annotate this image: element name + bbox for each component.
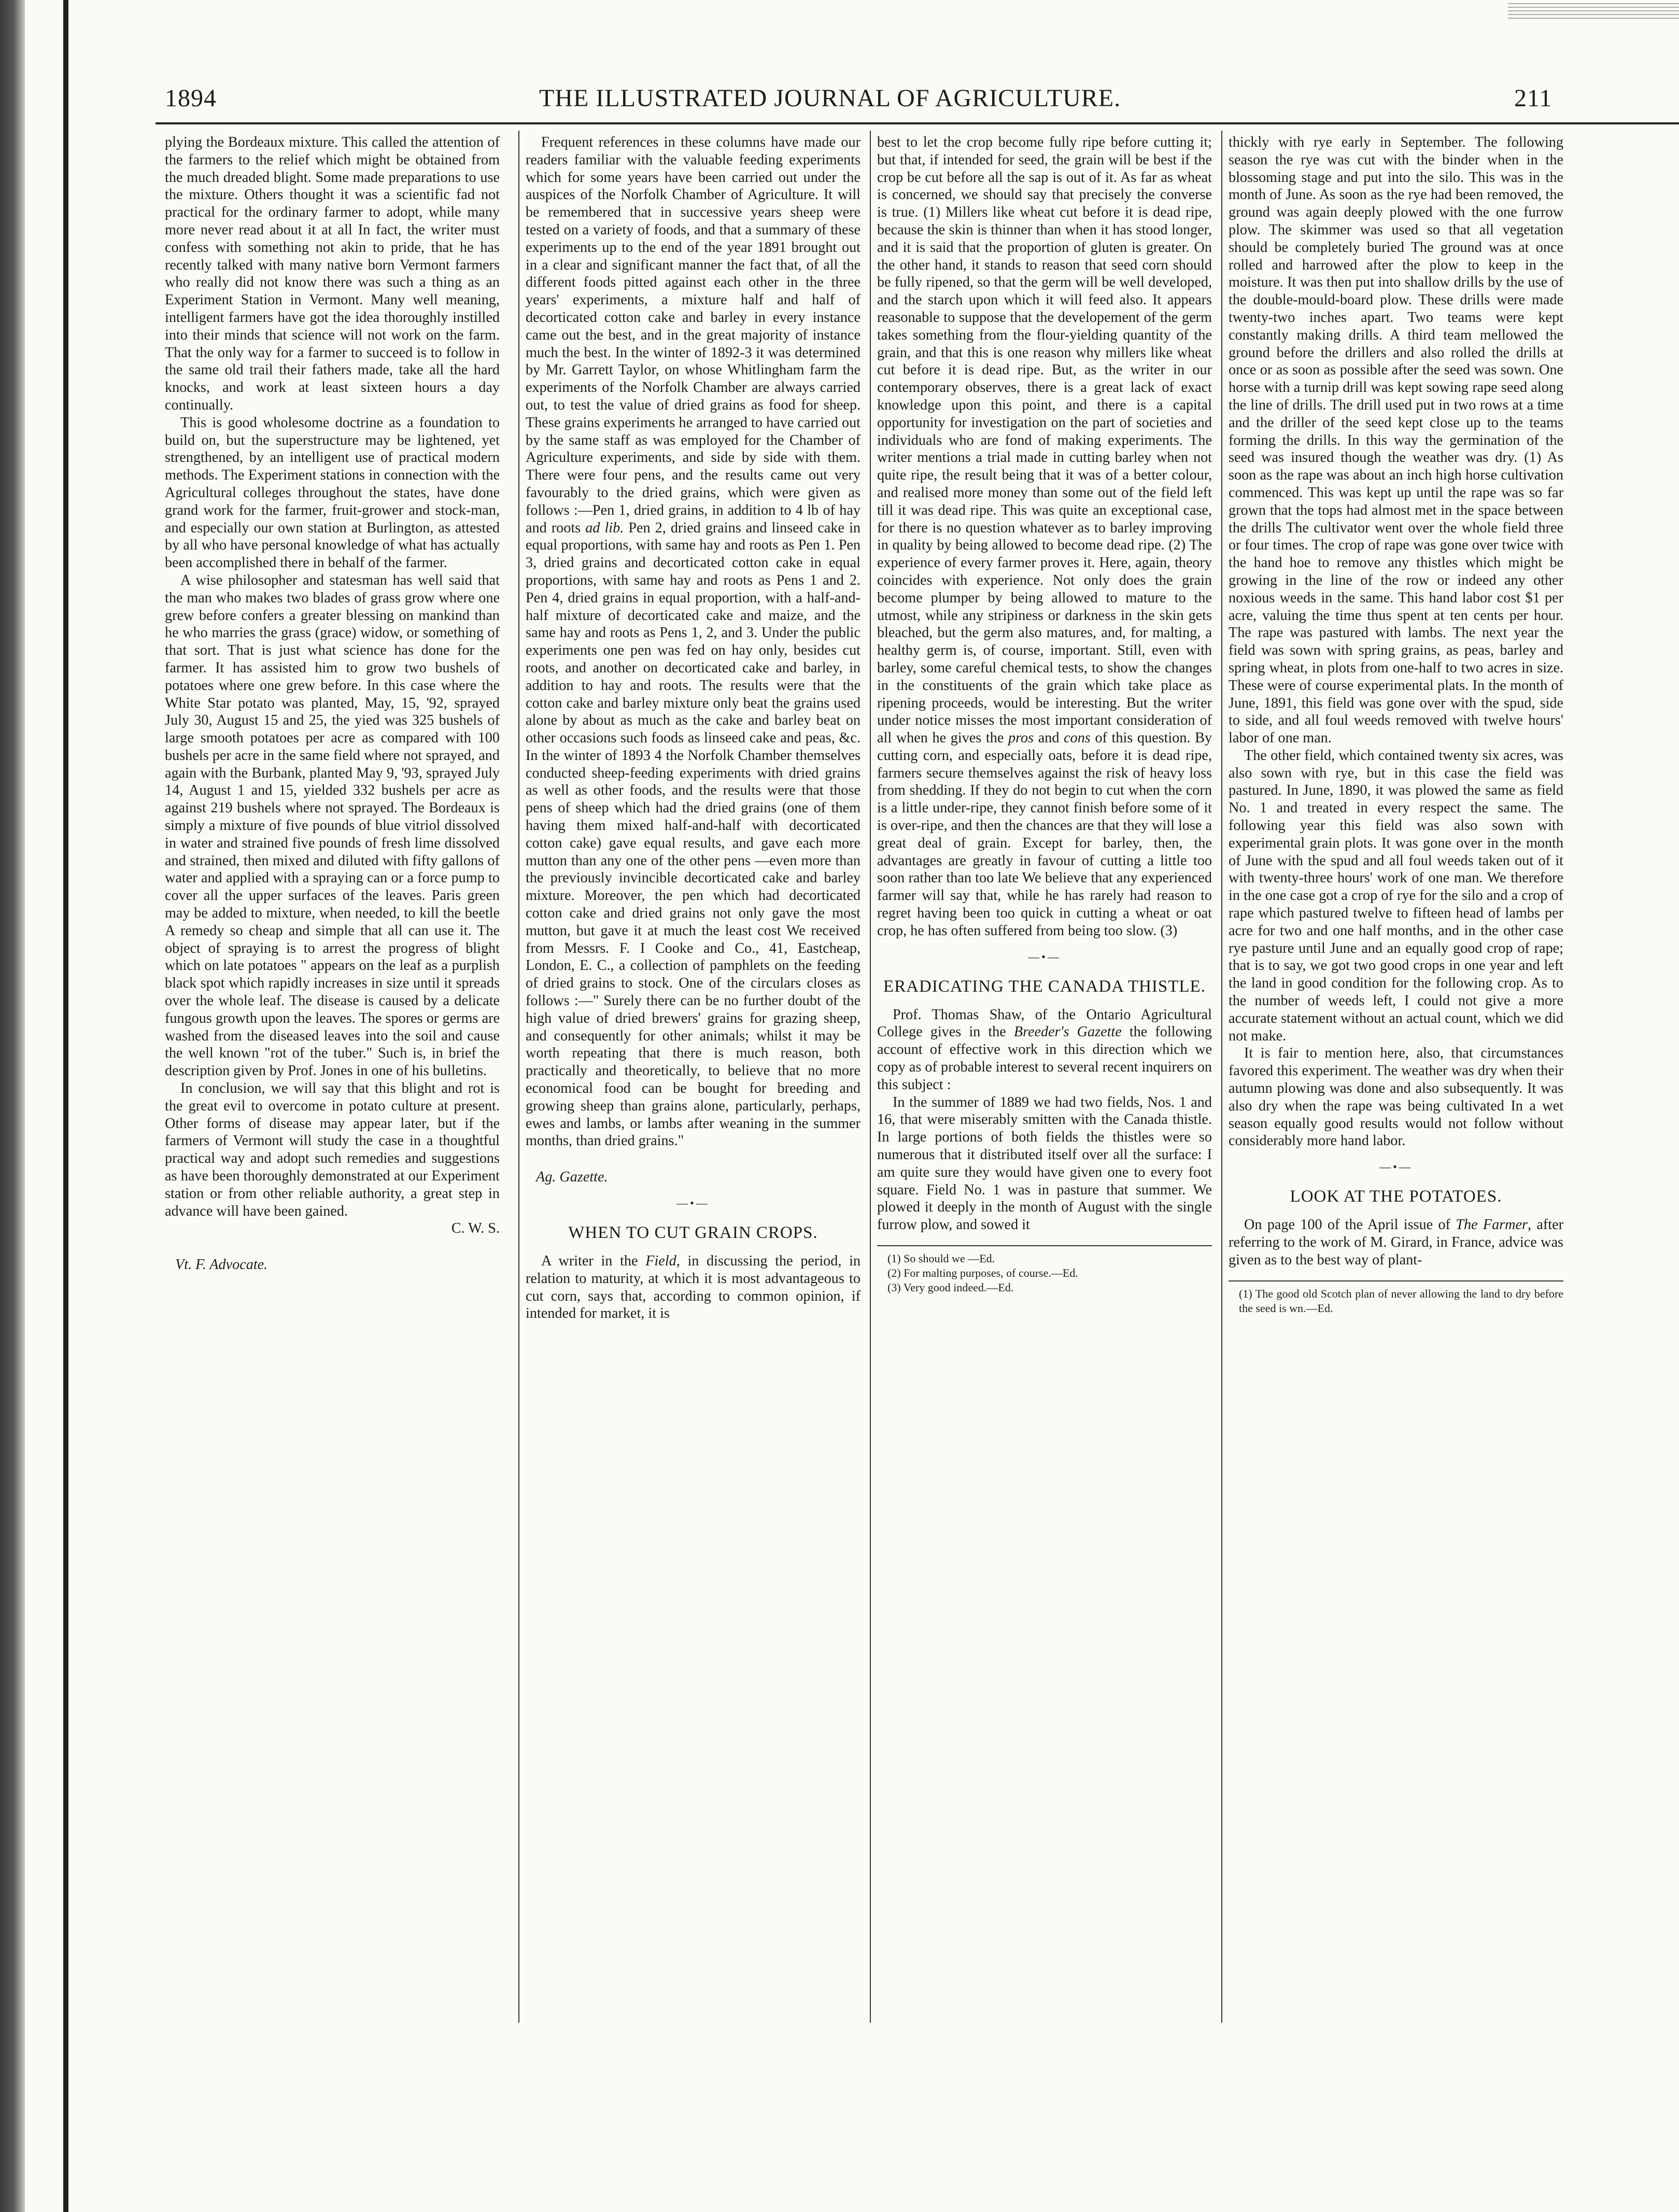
article-paragraph bbox=[526, 134, 860, 1150]
column-4 bbox=[1229, 134, 1563, 2166]
text-run: the following account of effective work in this direction which we copy as of probable interest to several recent inquirers on this subject : bbox=[877, 1024, 1212, 1093]
article-paragraph: A wise philosopher and statesman has well said that the man who makes two blades of grass grow where one grew before confers a greater blessing on mankind than he who marries the grass (grace) widow, or something of that sort. That is just what science has done for the farmer. It has assisted him to grow two bushels of potatoes where one grew before. In this case where the White Star potato was planted, May, 15, '92, sprayed July 30, August 15 and 25, the yied was 325 bushels of large smooth potatoes per acre as compared with 100 bushels per acre in the same field where not sprayed, and again with the Burbank, planted May 9, '93, sprayed July 14, August 1 and 15, yielded 332 bushels per acre as against 219 bushels where not sprayed. The Bordeaux is simply a mixture of five pounds of blue vitriol dissolved in water and strained five pounds of fresh lime dissolved and strained, then mixed and diluted with fifty gallons of water and applied with a spraying can or a force pump to cover all the upper surfaces of the leaves. Paris green may be added to mixture, when needed, to kill the beetle A remedy so cheap and simple that all can use it. The object of spraying is to arrest the progress of blight which on late potatoes " appears on the leaf as a purplish black spot which rapidly increases in size until it spreads over the whole leaf. The disease is caused by a delicate fungous growth upon the leaves. The spores or germs are washed from the diseased leaves into the soil and cause the well known "rot of the tuber." Such is, in brief the description given by Prof. Jones in one of his bulletins. bbox=[165, 572, 500, 1079]
article-paragraph bbox=[877, 1006, 1212, 1094]
scan-edge-shadow bbox=[0, 0, 25, 2212]
column-3 bbox=[877, 134, 1212, 2166]
column-rule bbox=[518, 131, 519, 2023]
italic-text: ad lib. bbox=[585, 519, 624, 536]
author-signature: C. W. S. bbox=[451, 1220, 500, 1237]
column-rule bbox=[1221, 131, 1222, 2023]
section-heading: LOOK AT THE POTATOES. bbox=[1290, 1187, 1502, 1206]
page-year: 1894 bbox=[165, 84, 217, 112]
header-rule bbox=[156, 122, 1679, 124]
journal-title: THE ILLUSTRATED JOURNAL OF AGRICULTURE. bbox=[539, 84, 1121, 112]
footnote-rule bbox=[1229, 1280, 1563, 1281]
column-rule bbox=[870, 131, 871, 2023]
italic-text: pros bbox=[1008, 730, 1034, 746]
article-paragraph bbox=[877, 134, 1212, 940]
footnote: (1) So should we —Ed. bbox=[887, 1252, 995, 1265]
italic-text: The Farmer bbox=[1456, 1217, 1528, 1233]
text-run: and bbox=[1038, 730, 1060, 746]
text-run: Prof. Thomas Shaw, of the Ontario Agricultural College gives in the bbox=[877, 1006, 1212, 1040]
section-ornament: —•— bbox=[1028, 950, 1061, 963]
text-run: , in discussing the period, in relation to maturity, at which it is most advantageous to cut corn, says that, according to common opinion, if intended for market, it is bbox=[526, 1253, 860, 1322]
section-ornament: —•— bbox=[1379, 1160, 1413, 1174]
section-ornament: —•— bbox=[676, 1196, 710, 1210]
footnote: (3) Very good indeed.—Ed. bbox=[887, 1281, 1014, 1294]
text-run: best to let the crop become fully ripe before cutting it; but that, if intended for seed, the grain will be best if the crop be cut before all the sap is out of it. As far as wheat is concerned, we should say that precisely the converse is true. (1) Millers like wheat cut before it is dead ripe, because the skin is thinner than when it has stood longer, and it is said that the proportion of gluten is greater. On the other hand, it stands to reason that seed corn should be fully ripened, so that the germ will be well developed, and the starch upon which it will feed also. It appears reasonable to suppose that the developement of the germ takes something from the flour-yielding quantity of the grain, and that this is one reason why millers like wheat cut before it is dead ripe. But, as the writer in our contemporary observes, there is a great lack of exact knowledge upon this point, and there is a capital opportunity for investigation on the part of societies and individuals who are fond of making experiments. The writer mentions a trial made in cutting barley when not quite ripe, the result being that it was of a better colour, and realised more money than some out of the field left till it was dead ripe. This was quite an exceptional case, for there is no question whatever as to barley improving in quality by being allowed to become dead ripe. (2) The experience of every farmer proves it. Here, again, theory coincides with experience. Not only does the grain become plumper by being allowed to mature to the utmost, while any stripiness or darkness in the skin gets bleached, but the germ also matures, and, for malting, a healthy germ is, of course, important. Still, even with barley, some careful chemical tests, to show the changes in the constituents of the grain which take place as ripening proceeds, would be interesting. But the writer under notice misses the most important consideration of all when he gives the bbox=[877, 134, 1212, 746]
article-paragraph: plying the Bordeaux mixture. This called the attention of the farmers to the relief which might be obtained from the much dreaded blight. Some made preparations to use the mixture. Others thought it was a scientific fad not practical for the ordinary farmer to adopt, while many more never read about it at all In fact, the writer must confess with something not akin to pride, that he has recently talked with many native born Vermont farmers who really did not know there was such a thing as an Experiment Station in Vermont. Many well meaning, intelligent farmers have got the idea thoroughly instilled into their minds that science will not work on the farm. That the only way for a farmer to succeed is to follow in the same old trail their fathers made, take all the hard knocks, and work at least sixteen hours a day continually. bbox=[165, 134, 500, 413]
italic-text: cons bbox=[1064, 730, 1091, 746]
italic-text: Breeder's Gazette bbox=[1013, 1024, 1122, 1040]
article-paragraph bbox=[1229, 1216, 1563, 1269]
italic-text: Field bbox=[645, 1253, 676, 1270]
page-number: 211 bbox=[1514, 84, 1553, 112]
text-run: Frequent references in these columns have made our readers familiar with the valuable feeding experiments which for some years have been carried out under the auspices of the Norfolk Chamber of Agriculture. It will be remembered that in successive years sheep were tested on a variety of foods, and that a summary of these experiments up to the end of the year 1891 brought out in a clear and significant manner the fact that, of all the different foods pitted against each other in the three years' experiments, a mixture half and half of decorticated cotton cake and barley in every instance came out the best, and in the great majority of instance much the best. In the winter of 1892-3 it was determined by Mr. Garrett Taylor, on whose Whitlingham farm the experiments of the Norfolk Chamber are always carried out, to test the value of dried grains as food for sheep. These grains experiments he arranged to have carried out by the same staff as was employed for the Chamber of Agriculture experiments, and side by side with them. There were four pens, and the results came out very favourably to the dried grains, which were given as follows :—Pen 1, dried grains, in addition to 4 lb of hay and roots bbox=[526, 134, 860, 536]
article-paragraph: It is fair to mention here, also, that circumstances favored this experiment. The weather was dry when their autumn plowing was done and also subsequently. It was also dry when the rape was being cultivated In a wet season equally good results would not follow without considerably more hand labor. bbox=[1229, 1045, 1563, 1149]
footnote: (1) The good old Scotch plan of never allowing the land to dry before the seed is wn.—Ed. bbox=[1239, 1287, 1563, 1315]
text-run: On page 100 of the April issue of bbox=[1244, 1217, 1450, 1233]
text-run: Pen 2, dried grains and linseed cake in equal proportions, with same hay and roots as Pen 1. Pen 3, dried grains and decorticated cotton cake in equal proportions, with same hay and roots as Pens 1 and 2. Pen 4, dried grains in equal proportion, with a half-and-half mixture of decorticated cake and maize, and the same hay and roots as Pens 1, 2, and 3. Under the public experiments one pen was fed on hay only, besides cut roots, and another on decorticated cake and barley, in addition to hay and roots. The results were that the cotton cake and barley mixture only beat the grains used alone by about as much as the cake and barley beat on other occasions such foods as linseed cake and peas, &c. In the winter of 1893 4 the Norfolk Chamber themselves conducted sheep-feeding experiments with dried grains as well as other foods, and the results were that those pens of sheep which had the dried grains (one of them having them mixed half-and-half with decorticated cotton cake) gave equal results, and gave each more mutton than any one of the other pens —even more than the previously invincible decorticated cake and barley mixture. Moreover, the pen which had decorticated cotton cake and dried grains not only gave the most mutton, but gave it at much the least cost We received from Messrs. F. I Cooke and Co., 41, Eastcheap, London, E. C., a collection of pamphlets on the feeding of dried grains to stock. One of the circulars closes as follows :—" Surely there can be no further doubt of the high value of dried brewers' grains for grazing sheep, and consequently for other animals; whilst it may be worth repeating that there is much reason, both practically and theoretically, to believe that no more economical food can be bought for breeding and growing sheep than grains alone, particularly, perhaps, ewes and lambs, or lambs after weaning in the summer months, than dried grains." bbox=[526, 519, 860, 1149]
article-paragraph: In the summer of 1889 we had two fields, Nos. 1 and 16, that were miserably smitten with the Canada thistle. In large portions of both fields the thistles were so numerous that it distributed itself over all the surface: I am quite sure they would have given one to every foot square. Field No. 1 was in pasture that summer. We plowed it deeply in the month of August with the single furrow plow, and sowed it bbox=[877, 1094, 1212, 1233]
footnote: (2) For malting purposes, of course.—Ed. bbox=[887, 1266, 1078, 1280]
source-credit: Vt. F. Advocate. bbox=[175, 1257, 268, 1273]
footnote-rule bbox=[877, 1245, 1212, 1246]
article-paragraph: In conclusion, we will say that this blight and rot is the great evil to overcome in potato culture at present. Other forms of disease may appear later, but if the farmers of Vermont will study the case in a thoughtful practical way and adopt such remedies and suggestions as have been thoroughly demonstrated at our Experiment station or from other reliable authority, a great step in advance will have been gained. bbox=[165, 1080, 500, 1219]
column-2 bbox=[526, 134, 860, 2166]
article-paragraph: This is good wholesome doctrine as a foundation to build on, but the superstructure may be lightened, yet strengthened, by an intelligent use of practical modern methods. The Experiment stations in connection with the Agricultural colleges throughout the states, have done grand work for the farmer, fruit-grower and stock-man, and especially our own station at Burlington, as attested by all who have personal knowledge of what has actually been accomplished there in behalf of the farmer. bbox=[165, 414, 500, 571]
section-heading: WHEN TO CUT GRAIN CROPS. bbox=[568, 1223, 818, 1243]
source-credit: Ag. Gazette. bbox=[536, 1169, 608, 1186]
article-paragraph: thickly with rye early in September. The following season the rye was cut with the binder when in the blossoming stage and put into the silo. This was in the month of June. As soon as the rye had been removed, the ground was again deeply plowed with the one furrow plow. The skimmer was used so that all vegetation should be completely buried The ground was at once rolled and harrowed after the plow to keep in the moisture. It was then put into shallow drills by the use of the double-mould-board plow. These drills were made twenty-two inches apart. Two teams were kept constantly making drills. A third team mellowed the ground before the drillers and also rolled the drills at once or as soon as possible after the seed was sown. One horse with a turnip drill was kept sowing rape seed along the line of drills. The drill used put in two rows at a time and the driller of the seed kept close up to the teams forming the drills. In this way the germination of the seed was insured though the weather was dry. (1) As soon as the rape was about an inch high horse cultivation commenced. This was kept up until the rape was so far grown that the tops had almost met in the space between the drills The cultivator went over the whole field three or four times. The crop of rape was gone over twice with the hand hoe to remove any thistles which might be growing in the line of the row or indeed any other noxious weeds in the same. This hand labor cost $1 per acre, valuing the time thus spent at ten cents per hour. The rape was pastured with lambs. The next year the field was sown with spring grains, as peas, barley and spring wheat, in plots from one-half to two acres in size. These were of course experimental plats. In the month of June, 1891, this field was gone over with the spud, side to side, and all foul weeds removed with twelve hours' labor of one man. bbox=[1229, 134, 1563, 746]
text-run: , after referring to the work of M. Girard, in France, advice was given as to the best way of plant- bbox=[1229, 1217, 1563, 1268]
article-paragraph bbox=[526, 1252, 860, 1322]
column-1 bbox=[165, 134, 500, 2166]
text-run: of this question. By cutting corn, and especially oats, before it is dead ripe, farmers secure themselves against the risk of heavy loss from shedding. If they do not begin to cut when the corn is a little under-ripe, they cannot finish before some of it is over-ripe, and then the chances are that they will lose a great deal of grain. Except for barley, then, the advantages are greatly in favour of cutting a little too soon rather than too late We believe that any experienced farmer will say that, while he has rarely had reason to regret having been too quick in cutting a wheat or oat crop, he has often suffered from being too slow. (3) bbox=[877, 730, 1212, 939]
section-heading: ERADICATING THE CANADA THISTLE. bbox=[883, 977, 1206, 996]
article-paragraph: The other field, which contained twenty six acres, was also sown with rye, but in this case the field was pastured. In June, 1890, it was plowed the same as field No. 1 and treated in every respect the same. The following year this field was also sown with experimental grain plots. It was gone over in the month of June with the spud and all foul weeds taken out of it with twenty-three hours' work of one man. We therefore in the one case got a crop of rye for the silo and a crop of rape which pastured twelve to fifteen head of lambs per acre for two and one half months, and in the other case rye pasture until June and an equally good crop of rape; that is to say, we got two good crops in one year and left the land in good condition for the following crop. As to the number of weeds left, I could not give a more accurate statement without an actual count, which we did not make. bbox=[1229, 747, 1563, 1044]
scan-edge-line bbox=[63, 0, 68, 2212]
scan-top-rules bbox=[1508, 3, 1679, 19]
text-run: A writer in the bbox=[541, 1253, 638, 1270]
page-header bbox=[165, 82, 1678, 115]
